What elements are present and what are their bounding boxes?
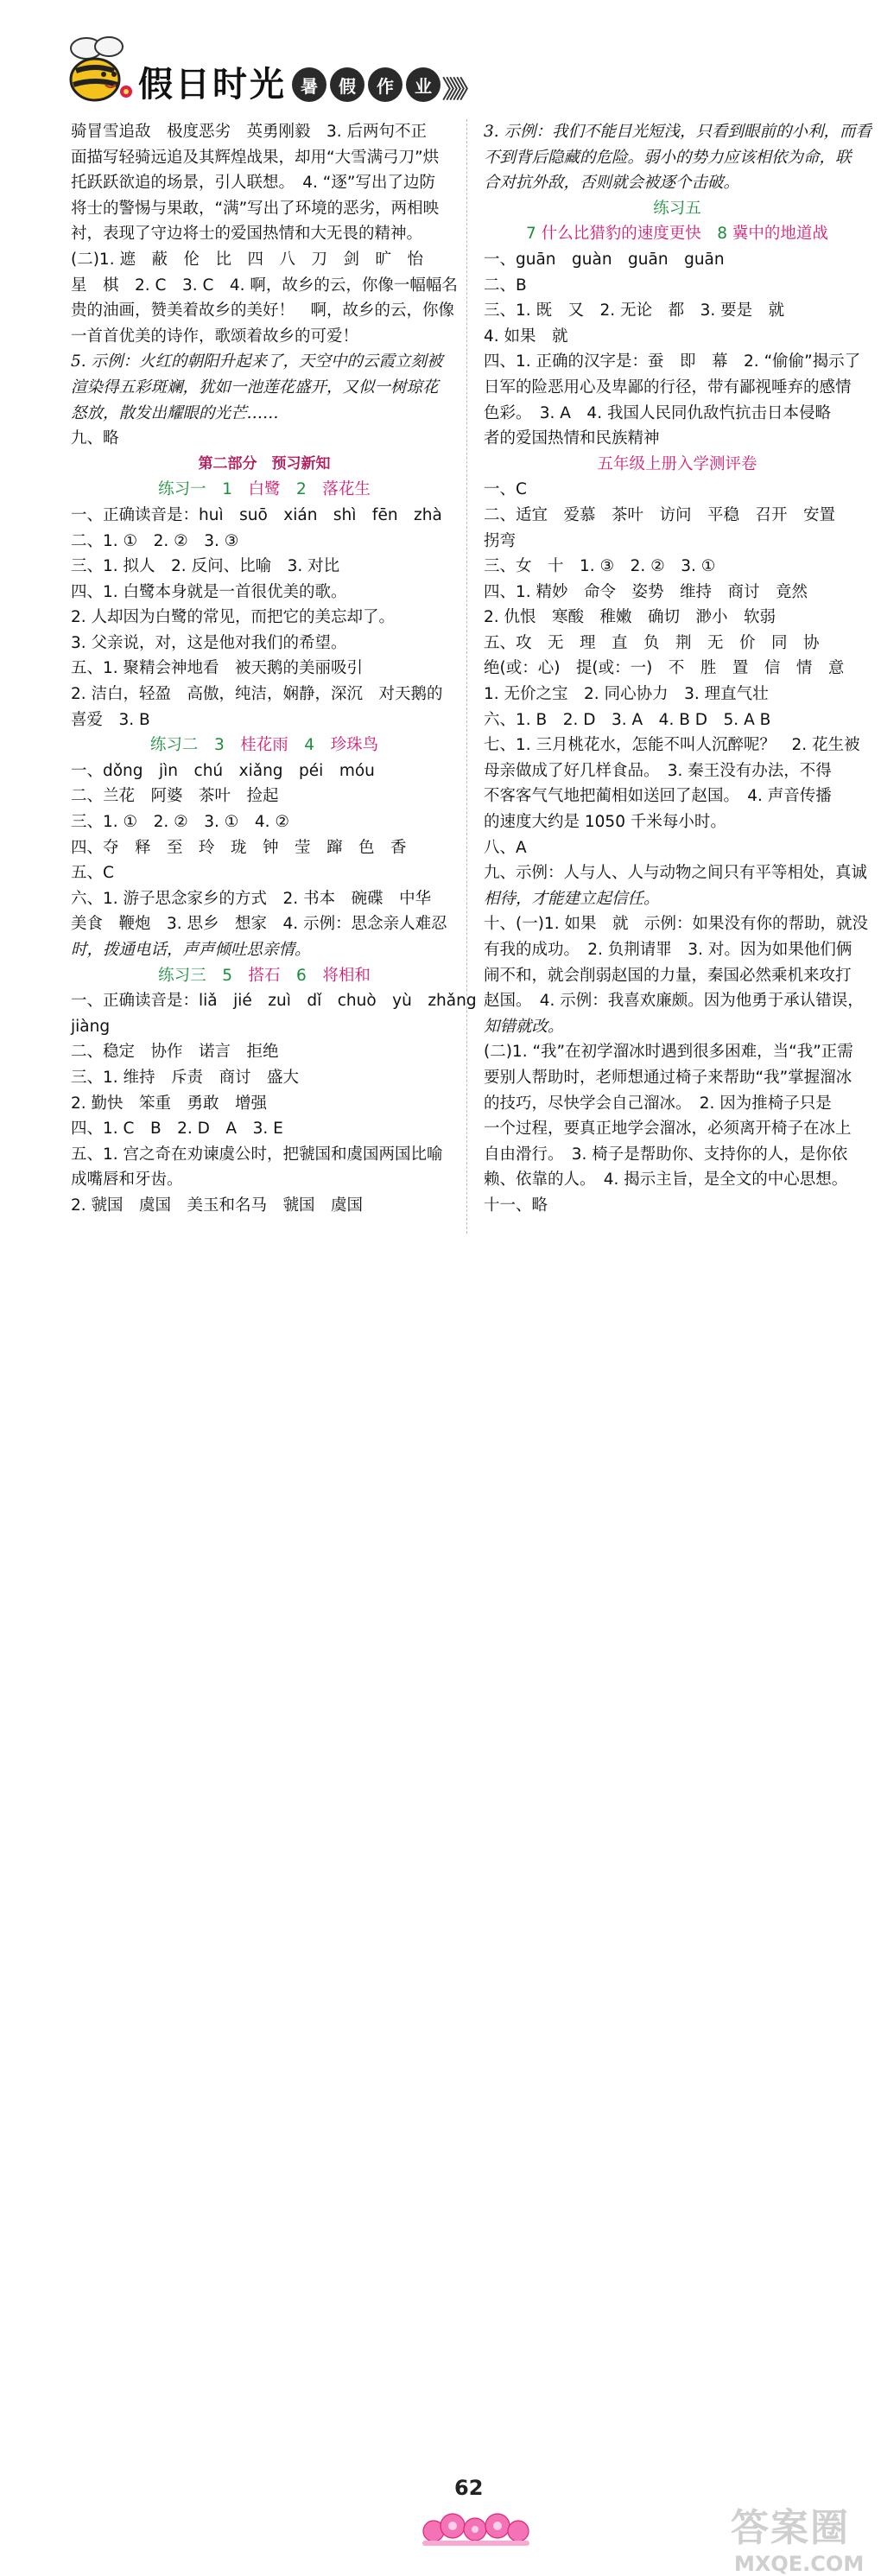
right-column	[484, 119, 871, 1219]
left-line: 四、1. 白鹭本身就是一首很优美的歌。	[71, 582, 347, 601]
right-line: 三、女 十 1. ③ 2. ② 3. ①	[484, 557, 716, 576]
right-line: 者的爱国热情和民族精神	[484, 429, 660, 448]
left-line: 练习三 5 搭石 6 将相和	[158, 966, 371, 985]
right-line: 4. 如果 就	[484, 327, 568, 346]
page-header	[0, 0, 881, 112]
left-line: 贵的油画，赞美着故乡的美好！ 啊，故乡的云，你像	[71, 301, 455, 320]
right-line: 自由滑行。 3. 椅子是帮助你、支持你的人，是你依	[484, 1145, 848, 1164]
right-line: 十、(一)1. 如果 就 示例：如果没有你的帮助，就没	[484, 915, 868, 934]
right-line: 一、guān guàn guān guān	[484, 250, 725, 269]
right-line: 拐弯	[484, 531, 517, 550]
left-line: 喜爱 3. B	[71, 710, 150, 729]
left-line: 美食 鞭炮 3. 思乡 想家 4. 示例：思念亲人难忍	[71, 915, 447, 934]
left-line: 骑冒雪追敌 极度恶劣 英勇刚毅 3. 后两句不正	[71, 123, 428, 141]
right-line: 赖、依靠的人。 4. 揭示主旨，是全文的中心思想。	[484, 1171, 848, 1190]
left-line: 五、1. 聚精会神地看 被天鹅的美丽吸引	[71, 659, 364, 678]
title-badge-1: 暑	[292, 67, 326, 102]
book-title: 假日时光	[138, 64, 287, 105]
right-line: 六、1. B 2. D 3. A 4. B D 5. A B	[484, 710, 771, 729]
right-line: 九、示例：人与人、人与动物之间只有平等相处，真诚	[484, 864, 868, 883]
left-line: 二、1. ① 2. ② 3. ③	[71, 531, 239, 550]
right-line: 合对抗外敌，否则就会被逐个击破。	[484, 174, 740, 193]
column-divider	[466, 119, 467, 1234]
right-line: 八、A	[484, 838, 527, 857]
right-line: 四、1. 正确的汉字是：蚕 即 幕 2. “偷偷”揭示了	[484, 352, 861, 371]
right-line: 日军的险恶用心及卑鄙的行径，带有鄙视唾弃的感情	[484, 378, 852, 397]
left-line: 一、正确读音是：liǎ jié zuì dǐ chuò yù zhǎng	[71, 992, 477, 1011]
right-line: 2. 仇恨 寒酸 稚嫩 确切 渺小 软弱	[484, 608, 776, 627]
left-line: 2. 洁白，轻盈 高傲，纯洁，娴静，深沉 对天鹅的	[71, 685, 443, 704]
left-line: 2. 勤快 笨重 勇敢 增强	[71, 1094, 268, 1113]
left-line: 三、1. 拟人 2. 反问、比喻 3. 对比	[71, 557, 340, 576]
left-line: 渲染得五彩斑斓，犹如一池莲花盛开，又似一树琼花	[71, 378, 439, 397]
title-badge-3: 作	[368, 67, 402, 102]
title-badge-2: 假	[330, 67, 364, 102]
right-line: 赵国。 4. 示例：我喜欢廉颇。因为他勇于承认错误，	[484, 992, 864, 1011]
right-line: 7 什么比猎豹的速度更快 8 冀中的地道战	[526, 225, 828, 244]
left-line: 二、兰花 阿婆 茶叶 捡起	[71, 787, 279, 806]
right-line: (二)1. “我”在初学溜冰时遇到很多困难，当“我”正需	[484, 1043, 853, 1062]
page-footer	[0, 1235, 881, 2576]
left-line: 成嘴唇和牙齿。	[71, 1171, 183, 1190]
right-line: 闹不和，就会削弱赵国的力量，秦国必然乘机来攻打	[484, 966, 852, 985]
right-line: 十一、略	[484, 1196, 548, 1215]
watermark-logo: 答案圈	[731, 2506, 850, 2550]
left-line: 3. 父亲说，对，这是他对我们的希望。	[71, 633, 347, 652]
right-line: 绝(或：心) 提(或：一) 不 胜 置 信 情 意	[484, 659, 845, 678]
title-badge-4: 业	[406, 67, 440, 102]
right-line: 一、C	[484, 480, 527, 499]
right-line: 有我的成功。 2. 负荆请罪 3. 对。因为如果他们俩	[484, 941, 852, 959]
left-line: 二、稳定 协作 诺言 拒绝	[71, 1043, 279, 1062]
right-line: 二、B	[484, 276, 527, 295]
right-line: 练习五	[653, 199, 701, 218]
flower-decoration-icon	[420, 2503, 532, 2548]
left-line: 三、1. ① 2. ② 3. ① 4. ②	[71, 813, 289, 832]
left-line: 三、1. 维持 斥责 商讨 盛大	[71, 1068, 300, 1087]
left-column	[71, 119, 477, 1219]
left-line: 衬，表现了守边将士的爱国热情和大无畏的精神。	[71, 225, 423, 244]
right-line: 五年级上册入学测评卷	[597, 454, 757, 473]
left-line: 托跃跃欲追的场景，引人联想。 4. “逐”写出了边防	[71, 174, 435, 193]
left-line: 2. 人却因为白鹭的常见，而把它的美忘却了。	[71, 608, 396, 627]
page-number: 62	[454, 2476, 484, 2500]
right-line: 3. 示例：我们不能目光短浅，只看到眼前的小利，而看	[484, 123, 872, 141]
left-line: 四、夺 释 至 玲 珑 钟 莹 蹿 色 香	[71, 838, 407, 857]
left-line: 时，拨通电话，声声倾吐思亲情。	[71, 941, 311, 959]
right-line: 四、1. 精妙 命令 姿势 维持 商讨 竟然	[484, 582, 808, 601]
left-line: 九、略	[71, 429, 119, 448]
right-line: 不到背后隐藏的危险。弱小的势力应该相依为命，联	[484, 148, 852, 167]
left-line: 第二部分 预习新知	[198, 454, 331, 473]
left-line: 五、1. 宫之奇在劝谏虞公时，把虢国和虞国两国比喻	[71, 1145, 443, 1164]
left-line: 将士的警惕与果敢，“满”写出了环境的恶劣，两相映	[71, 199, 440, 218]
right-line: 色彩。 3. A 4. 我国人民同仇敌忾抗击日本侵略	[484, 403, 831, 422]
left-line: 怒放，散发出耀眼的光芒……	[71, 403, 279, 422]
left-line: 5. 示例：火红的朝阳升起来了，天空中的云霞立刻被	[71, 352, 443, 371]
left-line: 一、正确读音是：huì suō xián shì fēn zhà	[71, 505, 442, 524]
right-line: 二、适宜 爱慕 茶叶 访问 平稳 召开 安置	[484, 505, 836, 524]
right-line: 知错就改。	[484, 1017, 564, 1036]
chevron-right-icon: 》》》	[442, 75, 476, 104]
right-line: 相待，才能建立起信任。	[484, 889, 660, 908]
right-line: 一个过程，要真正地学会溜冰，必须离开椅子在冰上	[484, 1120, 852, 1139]
left-line: (二)1. 遮 蔽 伦 比 四 八 刀 剑 旷 怡	[71, 250, 423, 269]
right-line: 的速度大约是 1050 千米每小时。	[484, 813, 726, 832]
watermark	[731, 2497, 864, 2576]
right-line: 五、攻 无 理 直 负 荆 无 价 同 协	[484, 633, 820, 652]
left-line: 一、dǒng jìn chú xiǎng péi móu	[71, 761, 375, 780]
right-line: 不客客气气地把蔺相如送回了赵国。 4. 声音传播	[484, 787, 832, 806]
right-line: 的技巧，尽快学会自己溜冰。 2. 因为推椅子只是	[484, 1094, 832, 1113]
left-line: 2. 虢国 虞国 美玉和名马 虢国 虞国	[71, 1196, 364, 1215]
left-line: jiàng	[71, 1017, 111, 1036]
left-line: 四、1. C B 2. D A 3. E	[71, 1120, 283, 1139]
right-line: 1. 无价之宝 2. 同心协力 3. 理直气壮	[484, 685, 769, 704]
left-line: 一首首优美的诗作，歌颂着故乡的可爱！	[71, 327, 359, 346]
bee-mascot-icon	[60, 33, 135, 107]
watermark-url: MXQE.COM	[734, 2552, 865, 2576]
right-line: 母亲做成了好几样食品。 3. 秦王没有办法，不得	[484, 761, 832, 780]
left-line: 六、1. 游子思念家乡的方式 2. 书本 碗碟 中华	[71, 889, 432, 908]
left-line: 练习一 1 白鹭 2 落花生	[158, 480, 371, 499]
right-line: 七、1. 三月桃花水，怎能不叫人沉醉呢？ 2. 花生被	[484, 736, 860, 755]
right-line: 三、1. 既 又 2. 无论 都 3. 要是 就	[484, 301, 785, 320]
left-line: 练习二 3 桂花雨 4 珍珠鸟	[149, 736, 379, 755]
right-line: 要别人帮助时，老师想通过椅子来帮助“我”掌握溜冰	[484, 1068, 852, 1087]
left-line: 面描写轻骑远追及其辉煌战果，却用“大雪满弓刀”烘	[71, 148, 440, 167]
left-line: 星 棋 2. C 3. C 4. 啊，故乡的云，你像一幅幅名	[71, 276, 458, 295]
left-line: 五、C	[71, 864, 114, 883]
